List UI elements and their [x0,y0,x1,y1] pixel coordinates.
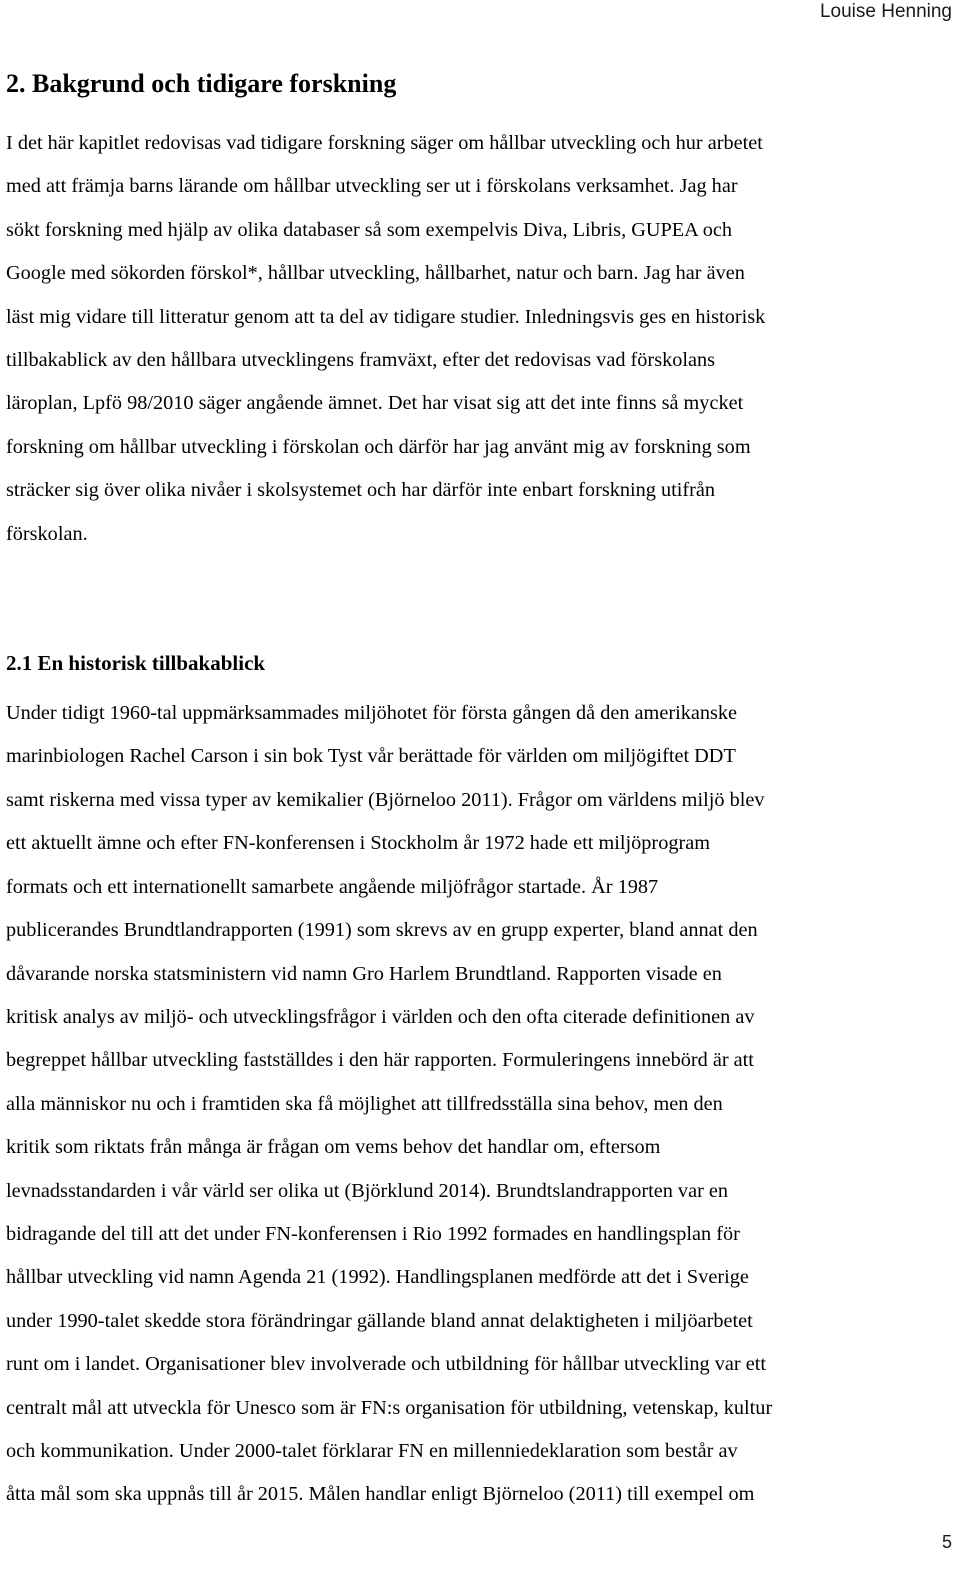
section-heading: 2. Bakgrund och tidigare forskning [6,69,397,98]
paragraph-line: Google med sökorden förskol*, hållbar utveckling, hållbarhet, natur och barn. Jag har även [6,262,745,285]
paragraph-line: begreppet hållbar utveckling fastställdes i den här rapporten. Formuleringens innebörd är att [6,1049,754,1072]
paragraph-line: runt om i landet. Organisationer blev involverade och utbildning för hållbar utveckling var ett [6,1353,766,1376]
paragraph-line: åtta mål som ska uppnås till år 2015. Målen handlar enligt Björneloo (2011) till exempel om [6,1483,755,1506]
paragraph-line: bidragande del till att det under FN-konferensen i Rio 1992 formades en handlingsplan för [6,1222,740,1245]
page-number: 5 [941,1532,952,1552]
paragraph-line: dåvarande norska statsministern vid namn Gro Harlem Brundtland. Rapporten visade en [6,962,722,985]
paragraph-line: forskning om hållbar utveckling i förskolan och därför har jag använt mig av forskning som [6,435,751,458]
paragraph-line: förskolan. [6,522,88,545]
document-body [6,66,956,1517]
paragraph-line: ett aktuellt ämne och efter FN-konferensen i Stockholm år 1972 hade ett miljöprogram [6,832,711,855]
subsection-heading: 2.1 En historisk tillbakablick [6,651,266,676]
paragraph-line: sträcker sig över olika nivåer i skolsystemet och har därför inte enbart forskning utifrån [6,479,716,502]
paragraph-line: hållbar utveckling vid namn Agenda 21 (1992). Handlingsplanen medförde att det i Sverige [6,1266,749,1289]
page-header-author: Louise Henning [819,1,952,22]
paragraph-line: Under tidigt 1960-tal uppmärksammades miljöhotet för första gången då den amerikanske [6,702,738,725]
paragraph-line: samt riskerna med vissa typer av kemikalier (Björneloo 2011). Frågor om världens miljö blev [6,788,765,811]
paragraph-line: centralt mål att utveckla för Unesco som är FN:s organisation för utbildning, vetenskap, kultur [6,1396,773,1419]
paragraph-line: alla människor nu och i framtiden ska få möjlighet att tillfredsställa sina behov, men den [6,1092,723,1115]
paragraph-line: levnadsstandarden i vår värld ser olika ut (Björklund 2014). Brundtslandrapporten var en [6,1179,729,1202]
paragraph-line: läst mig vidare till litteratur genom att ta del av tidigare studier. Inledningsvis ges en historisk [6,305,766,328]
paragraph-line: och kommunikation. Under 2000-talet förklarar FN en millenniedeklaration som består av [6,1439,738,1462]
paragraph-line: under 1990-talet skedde stora förändringar gällande bland annat delaktigheten i miljöarbetet [6,1309,753,1332]
paragraph-line: med att främja barns lärande om hållbar utveckling ser ut i förskolans verksamhet. Jag har [6,175,738,198]
paragraph-line: läroplan, Lpfö 98/2010 säger angående ämnet. Det har visat sig att det inte finns så mycket [6,392,744,415]
paragraph-line: marinbiologen Rachel Carson i sin bok Tyst vår berättade för världen om miljögiftet DDT [6,745,736,768]
paragraph-line: I det här kapitlet redovisas vad tidigare forskning säger om hållbar utveckling och hur arbetet [6,132,763,154]
subsection-paragraph [6,692,956,1517]
paragraph-line: kritisk analys av miljö- och utvecklingsfrågor i världen och den ofta citerade definitionen av [6,1005,755,1028]
paragraph-line: tillbakablick av den hållbara utvecklingens framväxt, efter det redovisas vad förskolans [6,349,716,372]
paragraph-line: publicerandes Brundtlandrapporten (1991) som skrevs av en grupp experter, bland annat den [6,919,758,942]
paragraph-line: sökt forskning med hjälp av olika databaser så som exempelvis Diva, Libris, GUPEA och [6,218,733,241]
section-paragraph [6,122,956,556]
paragraph-line: kritik som riktats från många är frågan om vems behov det handlar om, eftersom [6,1136,661,1159]
paragraph-line: formats och ett internationellt samarbete angående miljöfrågor startade. År 1987 [6,875,659,898]
